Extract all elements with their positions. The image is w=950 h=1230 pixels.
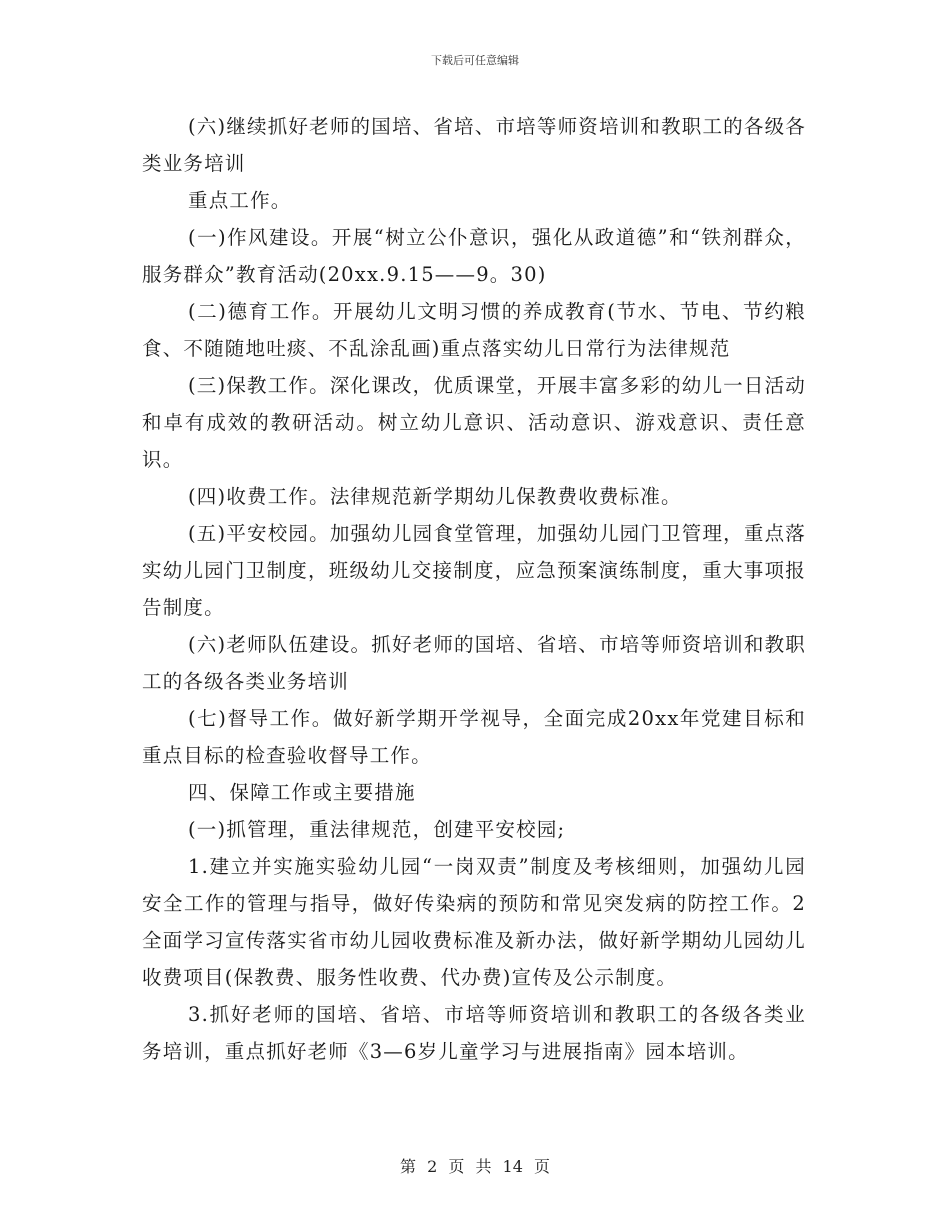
paragraph: 3.抓好老师的国培、省培、市培等师资培训和教职工的各级各类业务培训，重点抓好老师《3—6岁儿童学习与进展指南》园本培训。 — [142, 1003, 806, 1063]
paragraph: 1.建立并实施实验幼儿园“一岗双责”制度及考核细则，加强幼儿园安全工作的管理与指导，做好传染病的预防和常见突发病的防控工作。2全面学习宣传落实省市幼儿园收费标准及新办法，做好新学期幼儿园幼儿收费项目(保教费、服务性收费、代办费)宣传及公示制度。 — [142, 855, 806, 989]
header-note: 下载后可任意编辑 — [431, 54, 519, 67]
paragraph: (三)保教工作。深化课改，优质课堂，开展丰富多彩的幼儿一日活动和卓有成效的教研活动。树立幼儿意识、活动意识、游戏意识、责任意识。 — [142, 374, 806, 471]
paragraph: (七)督导工作。做好新学期开学视导，全面完成20xx年党建目标和重点目标的检查验收督导工作。 — [142, 707, 806, 767]
paragraph: (六)继续抓好老师的国培、省培、市培等师资培训和教职工的各级各类业务培训 — [142, 115, 806, 175]
paragraph: (五)平安校园。加强幼儿园食堂管理，加强幼儿园门卫管理，重点落实幼儿园门卫制度，班级幼儿交接制度，应急预案演练制度，重大事项报告制度。 — [142, 522, 806, 619]
paragraph: (一)抓管理，重法律规范，创建平安校园; — [188, 818, 566, 841]
paragraph: (一)作风建设。开展“树立公仆意识，强化从政道德”和“铁剂群众，服务群众”教育活动(20xx.9.15——9。30) — [142, 226, 806, 286]
paragraph: 重点工作。 — [188, 189, 292, 212]
document-body — [142, 108, 806, 1070]
paragraph: (二)德育工作。开展幼儿文明习惯的养成教育(节水、节电、节约粮食、不随随地吐痰、不乱涂乱画)重点落实幼儿日常行为法律规范 — [142, 300, 806, 360]
section-heading: 四、保障工作或主要措施 — [188, 781, 416, 804]
paragraph: (四)收费工作。法律规范新学期幼儿保教费收费标准。 — [188, 485, 682, 508]
paragraph: (六)老师队伍建设。抓好老师的国培、省培、市培等师资培训和教职工的各级各类业务培训 — [142, 633, 806, 693]
page-indicator: 第 2 页 共 14 页 — [400, 1157, 550, 1176]
